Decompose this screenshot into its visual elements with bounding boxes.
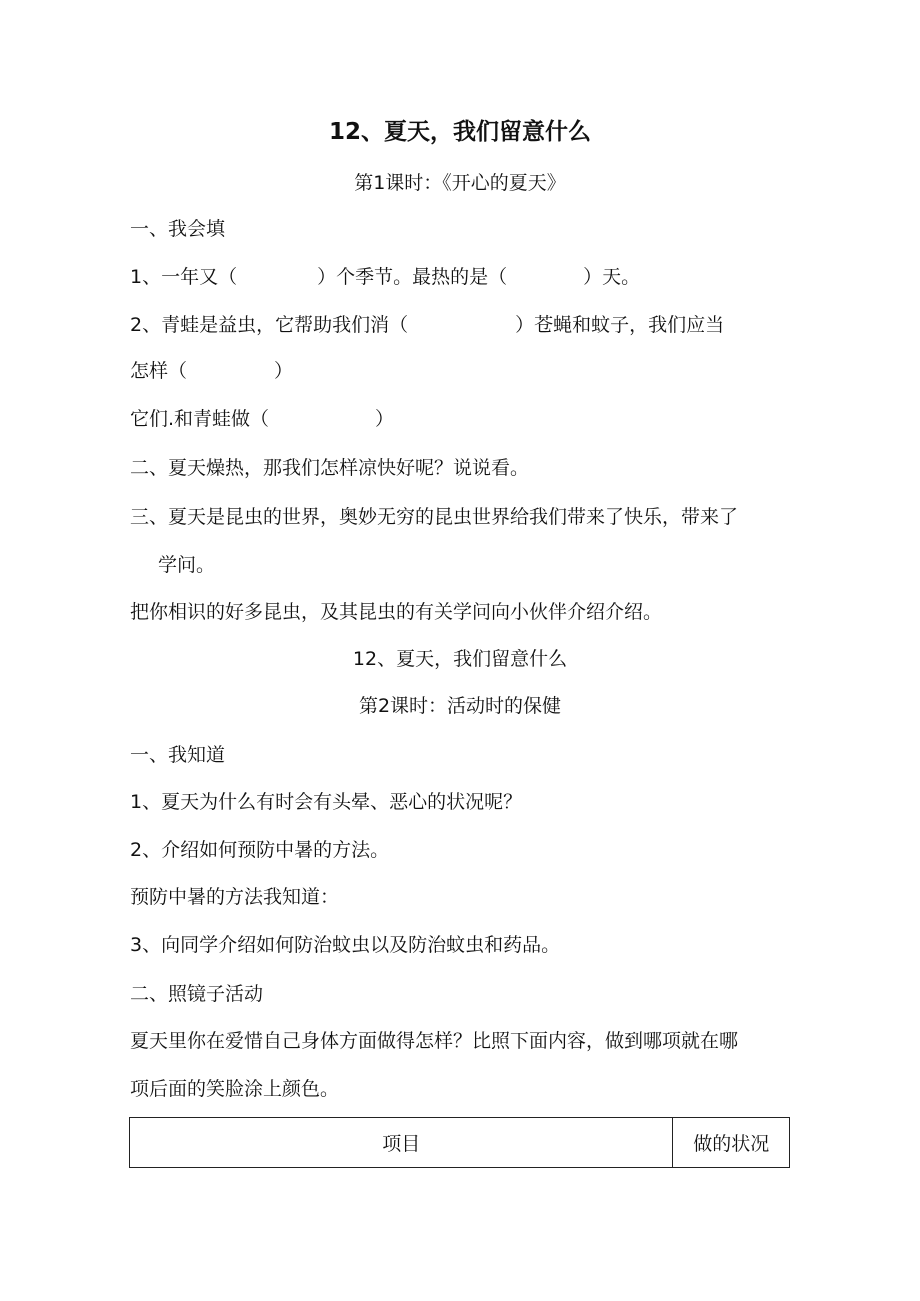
q2-cont-text-b: ） <box>274 360 294 382</box>
lesson2-question1: 1、夏天为什么有时会有头晕、恶心的状况呢？ <box>130 791 523 813</box>
lesson2-question3: 3、向同学介绍如何防治蚊虫以及防治蚊虫和药品。 <box>130 934 561 956</box>
lesson1-question2-cont <box>130 359 293 383</box>
q1-text-a: 1、一年又（ <box>130 266 238 288</box>
q1-text-b: ）个季节。最热的是（ <box>317 266 508 288</box>
lesson1-question2 <box>130 313 724 337</box>
lesson1-question2-cont2 <box>130 407 394 431</box>
lesson1-subtitle: 第1课时：《开心的夏天》 <box>354 172 566 194</box>
lesson2-section2-heading: 二、照镜子活动 <box>130 983 264 1005</box>
lesson1-section2: 二、夏天燥热，那我们怎样凉快好呢？说说看。 <box>130 457 530 479</box>
q2-cont2-text-b: ） <box>375 408 395 430</box>
lesson1-section1-heading: 一、我会填 <box>130 218 226 240</box>
self-check-table <box>129 1117 790 1168</box>
lesson1-section3-line1: 三、夏天是昆虫的世界，奥妙无穷的昆虫世界给我们带来了快乐，带来了 <box>130 506 739 528</box>
lesson1-title: 12、夏天，我们留意什么 <box>328 119 591 145</box>
table-header-row <box>130 1118 790 1168</box>
q2-text-a: 2、青蛙是益虫，它帮助我们消（ <box>130 314 409 336</box>
lesson2-subtitle: 第2课时：活动时的保健 <box>358 695 562 717</box>
lesson1-section3-line2: 学问。 <box>158 554 216 576</box>
lesson2-title: 12、夏天，我们留意什么 <box>352 648 568 670</box>
q2-cont2-text-a: 它们.和青蛙做（ <box>130 408 270 430</box>
q2-text-b: ）苍蝇和蚊子，我们应当 <box>515 314 725 336</box>
lesson2-section2-line2: 项后面的笑脸涂上颜色。 <box>130 1078 340 1100</box>
q1-text-c: ）天。 <box>583 266 641 288</box>
q2-cont-text-a: 怎样（ <box>130 360 188 382</box>
table-header-status: 做的状况 <box>673 1118 790 1168</box>
table-header-item: 项目 <box>130 1118 673 1168</box>
lesson1-question1 <box>130 265 640 289</box>
lesson2-section1-heading: 一、我知道 <box>130 744 226 766</box>
lesson2-section2-line1: 夏天里你在爱惜自己身体方面做得怎样？比照下面内容，做到哪项就在哪 <box>130 1030 739 1052</box>
lesson1-section3-line3: 把你相识的好多昆虫，及其昆虫的有关学问向小伙伴介绍介绍。 <box>130 601 663 623</box>
lesson2-question2-note: 预防中暑的方法我知道： <box>130 886 340 908</box>
lesson2-question2: 2、介绍如何预防中暑的方法。 <box>130 839 390 861</box>
